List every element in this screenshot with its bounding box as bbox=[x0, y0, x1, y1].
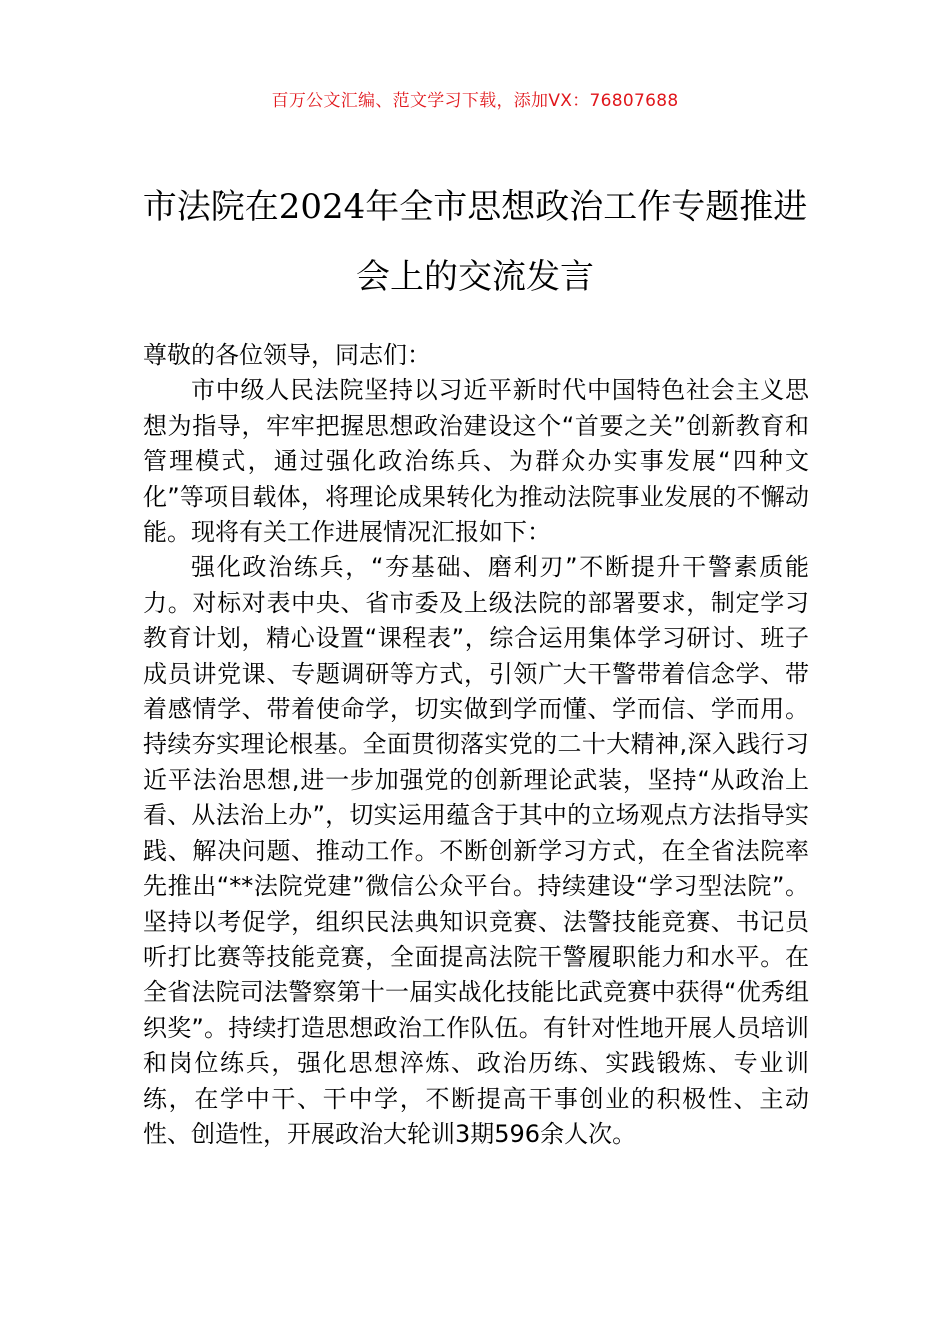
body-paragraph-political-training: 强化政治练兵，“夯基础、磨利刃”不断提升干警素质能力。对标对表中央、省市委及上级法院的部署要求，制定学习教育计划，精心设置“课程表”，综合运用集体学习研讨、班子成员讲党课、专题调研等方式，引领广大干警带着信念学、带着感情学、带着使命学，切实做到学而懂、学而信、学而用。持续夯实理论根基。全面贯彻落实党的二十大精神,深入践行习近平法治思想,进一步加强党的创新理论武装，坚持“从政治上看、从法治上办”，切实运用蕴含于其中的立场观点方法指导实践、解决问题、推动工作。不断创新学习方式，在全省法院率先推出“**法院党建”微信公众平台。持续建设“学习型法院”。坚持以考促学，组织民法典知识竞赛、法警技能竞赛、书记员听打比赛等技能竞赛，全面提高法院干警履职能力和水平。在全省法院司法警察第十一届实战化技能比武竞赛中获得“优秀组织奖”。持续打造思想政治工作队伍。有针对性地开展人员培训和岗位练兵，强化思想淬炼、政治历练、实践锻炼、专业训练，在学中干、干中学，不断提高干事创业的积极性、主动性、创造性，开展政治大轮训3期596余人次。 bbox=[143, 553, 809, 1148]
header-download-note: 百万公文汇编、范文学习下载，添加VX：76807688 bbox=[271, 91, 679, 111]
document-title: 市法院在2024年全市思想政治工作专题推进会上的交流发言 bbox=[142, 187, 808, 297]
body-paragraph-intro: 市中级人民法院坚持以习近平新时代中国特色社会主义思想为指导，牢牢把握思想政治建设这个“首要之关”创新教育和管理模式，通过强化政治练兵、为群众办实事发展“四种文化”等项目载体，将理论成果转化为推动法院事业发展的不懈动能。现将有关工作进展情况汇报如下： bbox=[143, 376, 809, 547]
salutation: 尊敬的各位领导，同志们： bbox=[143, 341, 431, 369]
document-body bbox=[143, 338, 809, 1152]
